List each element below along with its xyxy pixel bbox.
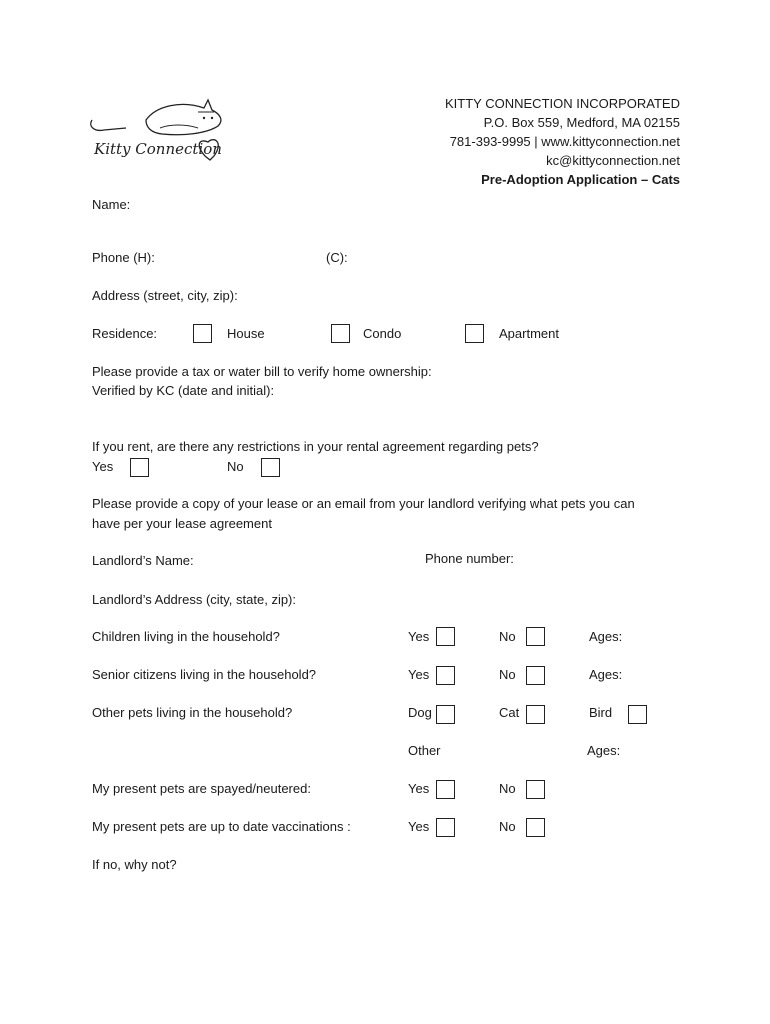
lease-text-line1: Please provide a copy of your lease or an email from your landlord verifying what pets you can [92,496,635,511]
landlord-name-label: Landlord’s Name: [92,553,194,568]
verified-by-label: Verified by KC (date and initial): [92,383,275,398]
pets-other-label: Other [408,743,441,758]
tax-bill-text: Please provide a tax or water bill to verify home ownership: [92,364,432,379]
pets-ages-label: Ages: [587,743,621,758]
rent-yes-checkbox[interactable] [130,458,149,477]
spayed-no-checkbox[interactable] [526,780,545,799]
landlord-phone-label: Phone number: [425,551,514,566]
seniors-no-label: No [499,667,516,682]
rent-no-label: No [227,459,244,474]
org-phone-web: 781-393-9995 | www.kittyconnection.net [449,134,680,149]
other-pets-label: Other pets living in the household? [92,705,293,720]
pets-cat-checkbox[interactable] [526,705,545,724]
children-no-checkbox[interactable] [526,627,545,646]
residence-house-checkbox[interactable] [193,324,212,343]
vaccinated-yes-label: Yes [408,819,430,834]
spayed-label: My present pets are spayed/neutered: [92,781,311,796]
vaccinated-yes-checkbox[interactable] [436,818,455,837]
logo-text: Kitty Connection [94,140,222,158]
residence-apartment-label: Apartment [499,326,559,341]
phone-cell-label: (C): [326,250,348,265]
rent-yes-label: Yes [92,459,114,474]
spayed-no-label: No [499,781,516,796]
kitty-connection-logo-icon [86,98,231,170]
pets-cat-label: Cat [499,705,520,720]
seniors-ages-label: Ages: [589,667,623,682]
spayed-yes-label: Yes [408,781,430,796]
children-yes-label: Yes [408,629,430,644]
seniors-yes-checkbox[interactable] [436,666,455,685]
residence-house-label: House [227,326,265,341]
spayed-yes-checkbox[interactable] [436,780,455,799]
lease-text-line2: have per your lease agreement [92,516,272,531]
residence-label: Residence: [92,326,158,341]
vaccinated-no-checkbox[interactable] [526,818,545,837]
phone-home-label: Phone (H): [92,250,155,265]
children-label: Children living in the household? [92,629,280,644]
residence-condo-label: Condo [363,326,402,341]
seniors-label: Senior citizens living in the household? [92,667,317,682]
children-yes-checkbox[interactable] [436,627,455,646]
org-email: kc@kittyconnection.net [546,153,680,168]
org-address: P.O. Box 559, Medford, MA 02155 [483,115,680,130]
vaccinated-label: My present pets are up to date vaccinations : [92,819,351,834]
org-name: KITTY CONNECTION INCORPORATED [445,96,680,111]
pets-dog-label: Dog [408,705,432,720]
residence-apartment-checkbox[interactable] [465,324,484,343]
if-no-why-label: If no, why not? [92,857,177,872]
pets-bird-label: Bird [589,705,613,720]
name-label: Name: [92,197,131,212]
pets-dog-checkbox[interactable] [436,705,455,724]
landlord-address-label: Landlord’s Address (city, state, zip): [92,592,297,607]
vaccinated-no-label: No [499,819,516,834]
seniors-no-checkbox[interactable] [526,666,545,685]
children-no-label: No [499,629,516,644]
address-label: Address (street, city, zip): [92,288,238,303]
rent-no-checkbox[interactable] [261,458,280,477]
seniors-yes-label: Yes [408,667,430,682]
pets-bird-checkbox[interactable] [628,705,647,724]
form-title: Pre-Adoption Application – Cats [481,172,680,187]
residence-condo-checkbox[interactable] [331,324,350,343]
rent-restrictions-question: If you rent, are there any restrictions in your rental agreement regarding pets? [92,439,539,454]
children-ages-label: Ages: [589,629,623,644]
